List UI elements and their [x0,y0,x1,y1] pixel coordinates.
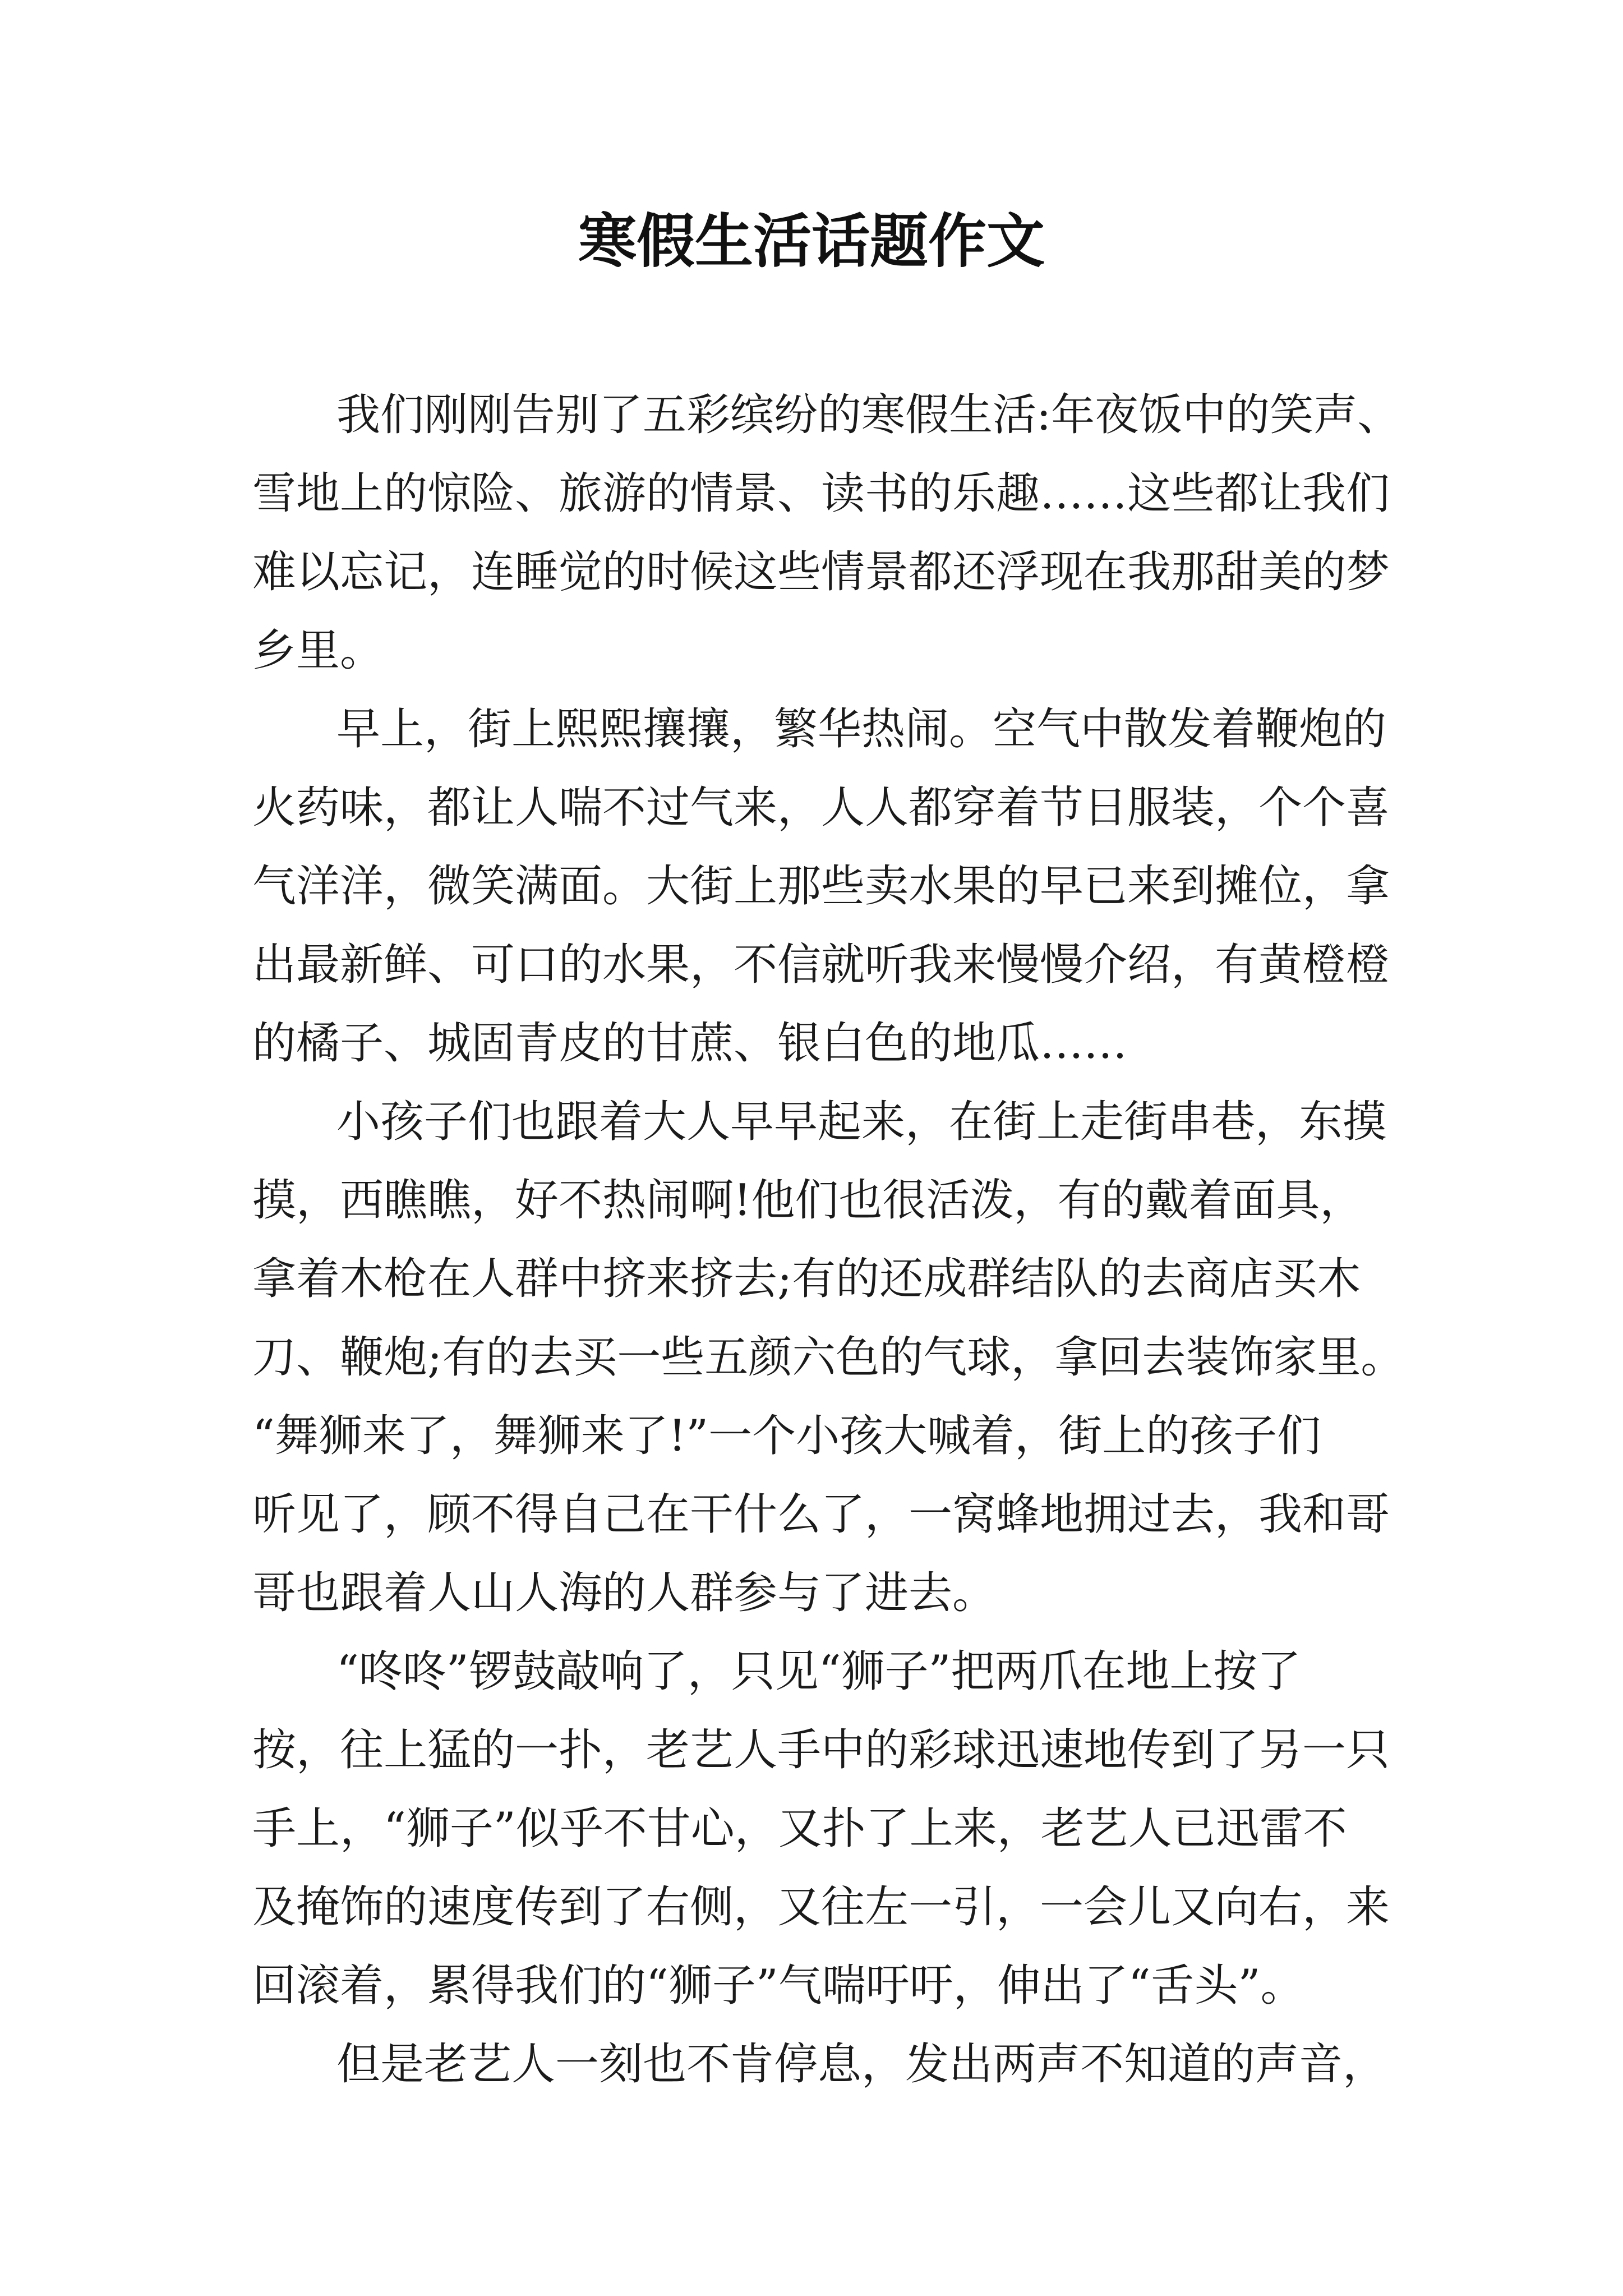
paragraph-2-line-4: 出最新鲜、可口的水果，不信就听我来慢慢介绍，有黄橙橙 [252,940,1390,990]
paragraph-3-line-2: 摸，西瞧瞧，好不热闹啊!他们也很活泼，有的戴着面具， [252,1175,1364,1226]
paragraph-5-line-1: 但是老艺人一刻也不肯停息，发出两声不知道的声音， [336,2039,1387,2090]
paragraph-2-line-3: 气洋洋，微笑满面。大街上那些卖水果的早已来到摊位，拿 [252,861,1390,912]
paragraph-1-line-3: 难以忘记，连睡觉的时候这些情景都还浮现在我那甜美的梦 [252,547,1390,597]
paragraph-4-line-5: 回滚着，累得我们的“狮子”气喘吁吁，伸出了“舌头”。 [252,1961,1304,2011]
paragraph-3-line-5: “舞狮来了，舞狮来了!”一个小孩大喊着，街上的孩子们 [252,1411,1321,1461]
paragraph-1-line-1: 我们刚刚告别了五彩缤纷的寒假生活:年夜饭中的笑声、 [336,390,1401,440]
document-title: 寒假生活话题作文 [578,206,1045,275]
paragraph-4-line-2: 按，往上猛的一扑，老艺人手中的彩球迅速地传到了另一只 [252,1725,1390,1775]
paragraph-1-line-2: 雪地上的惊险、旅游的情景、读书的乐趣……这些都让我们 [252,468,1390,519]
paragraph-4-line-4: 及掩饰的速度传到了右侧，又往左一引，一会儿又向右，来 [252,1882,1390,1932]
paragraph-3-line-6: 听见了，顾不得自己在干什么了，一窝蜂地拥过去，我和哥 [252,1489,1390,1540]
paragraph-2-line-2: 火药味，都让人喘不过气来，人人都穿着节日服装，个个喜 [252,783,1390,833]
paragraph-2-line-5: 的橘子、城固青皮的甘蔗、银白色的地瓜…… [252,1018,1128,1069]
paragraph-1-line-4: 乡里。 [252,625,384,676]
paragraph-4-line-1: “咚咚”锣鼓敲响了，只见“狮子”把两爪在地上按了 [336,1646,1301,1697]
paragraph-4-line-3: 手上，“狮子”似乎不甘心，又扑了上来，老艺人已迅雷不 [252,1803,1347,1854]
paragraph-3-line-7: 哥也跟着人山人海的人群参与了进去。 [252,1568,997,1618]
paragraph-3-line-3: 拿着木枪在人群中挤来挤去;有的还成群结队的去商店买木 [252,1254,1361,1304]
paragraph-3-line-1: 小孩子们也跟着大人早早起来，在街上走街串巷，东摸 [336,1097,1387,1147]
paragraph-2-line-1: 早上，街上熙熙攘攘，繁华热闹。空气中散发着鞭炮的 [336,704,1387,754]
paragraph-3-line-4: 刀、鞭炮;有的去买一些五颜六色的气球，拿回去装饰家里。 [252,1332,1405,1383]
